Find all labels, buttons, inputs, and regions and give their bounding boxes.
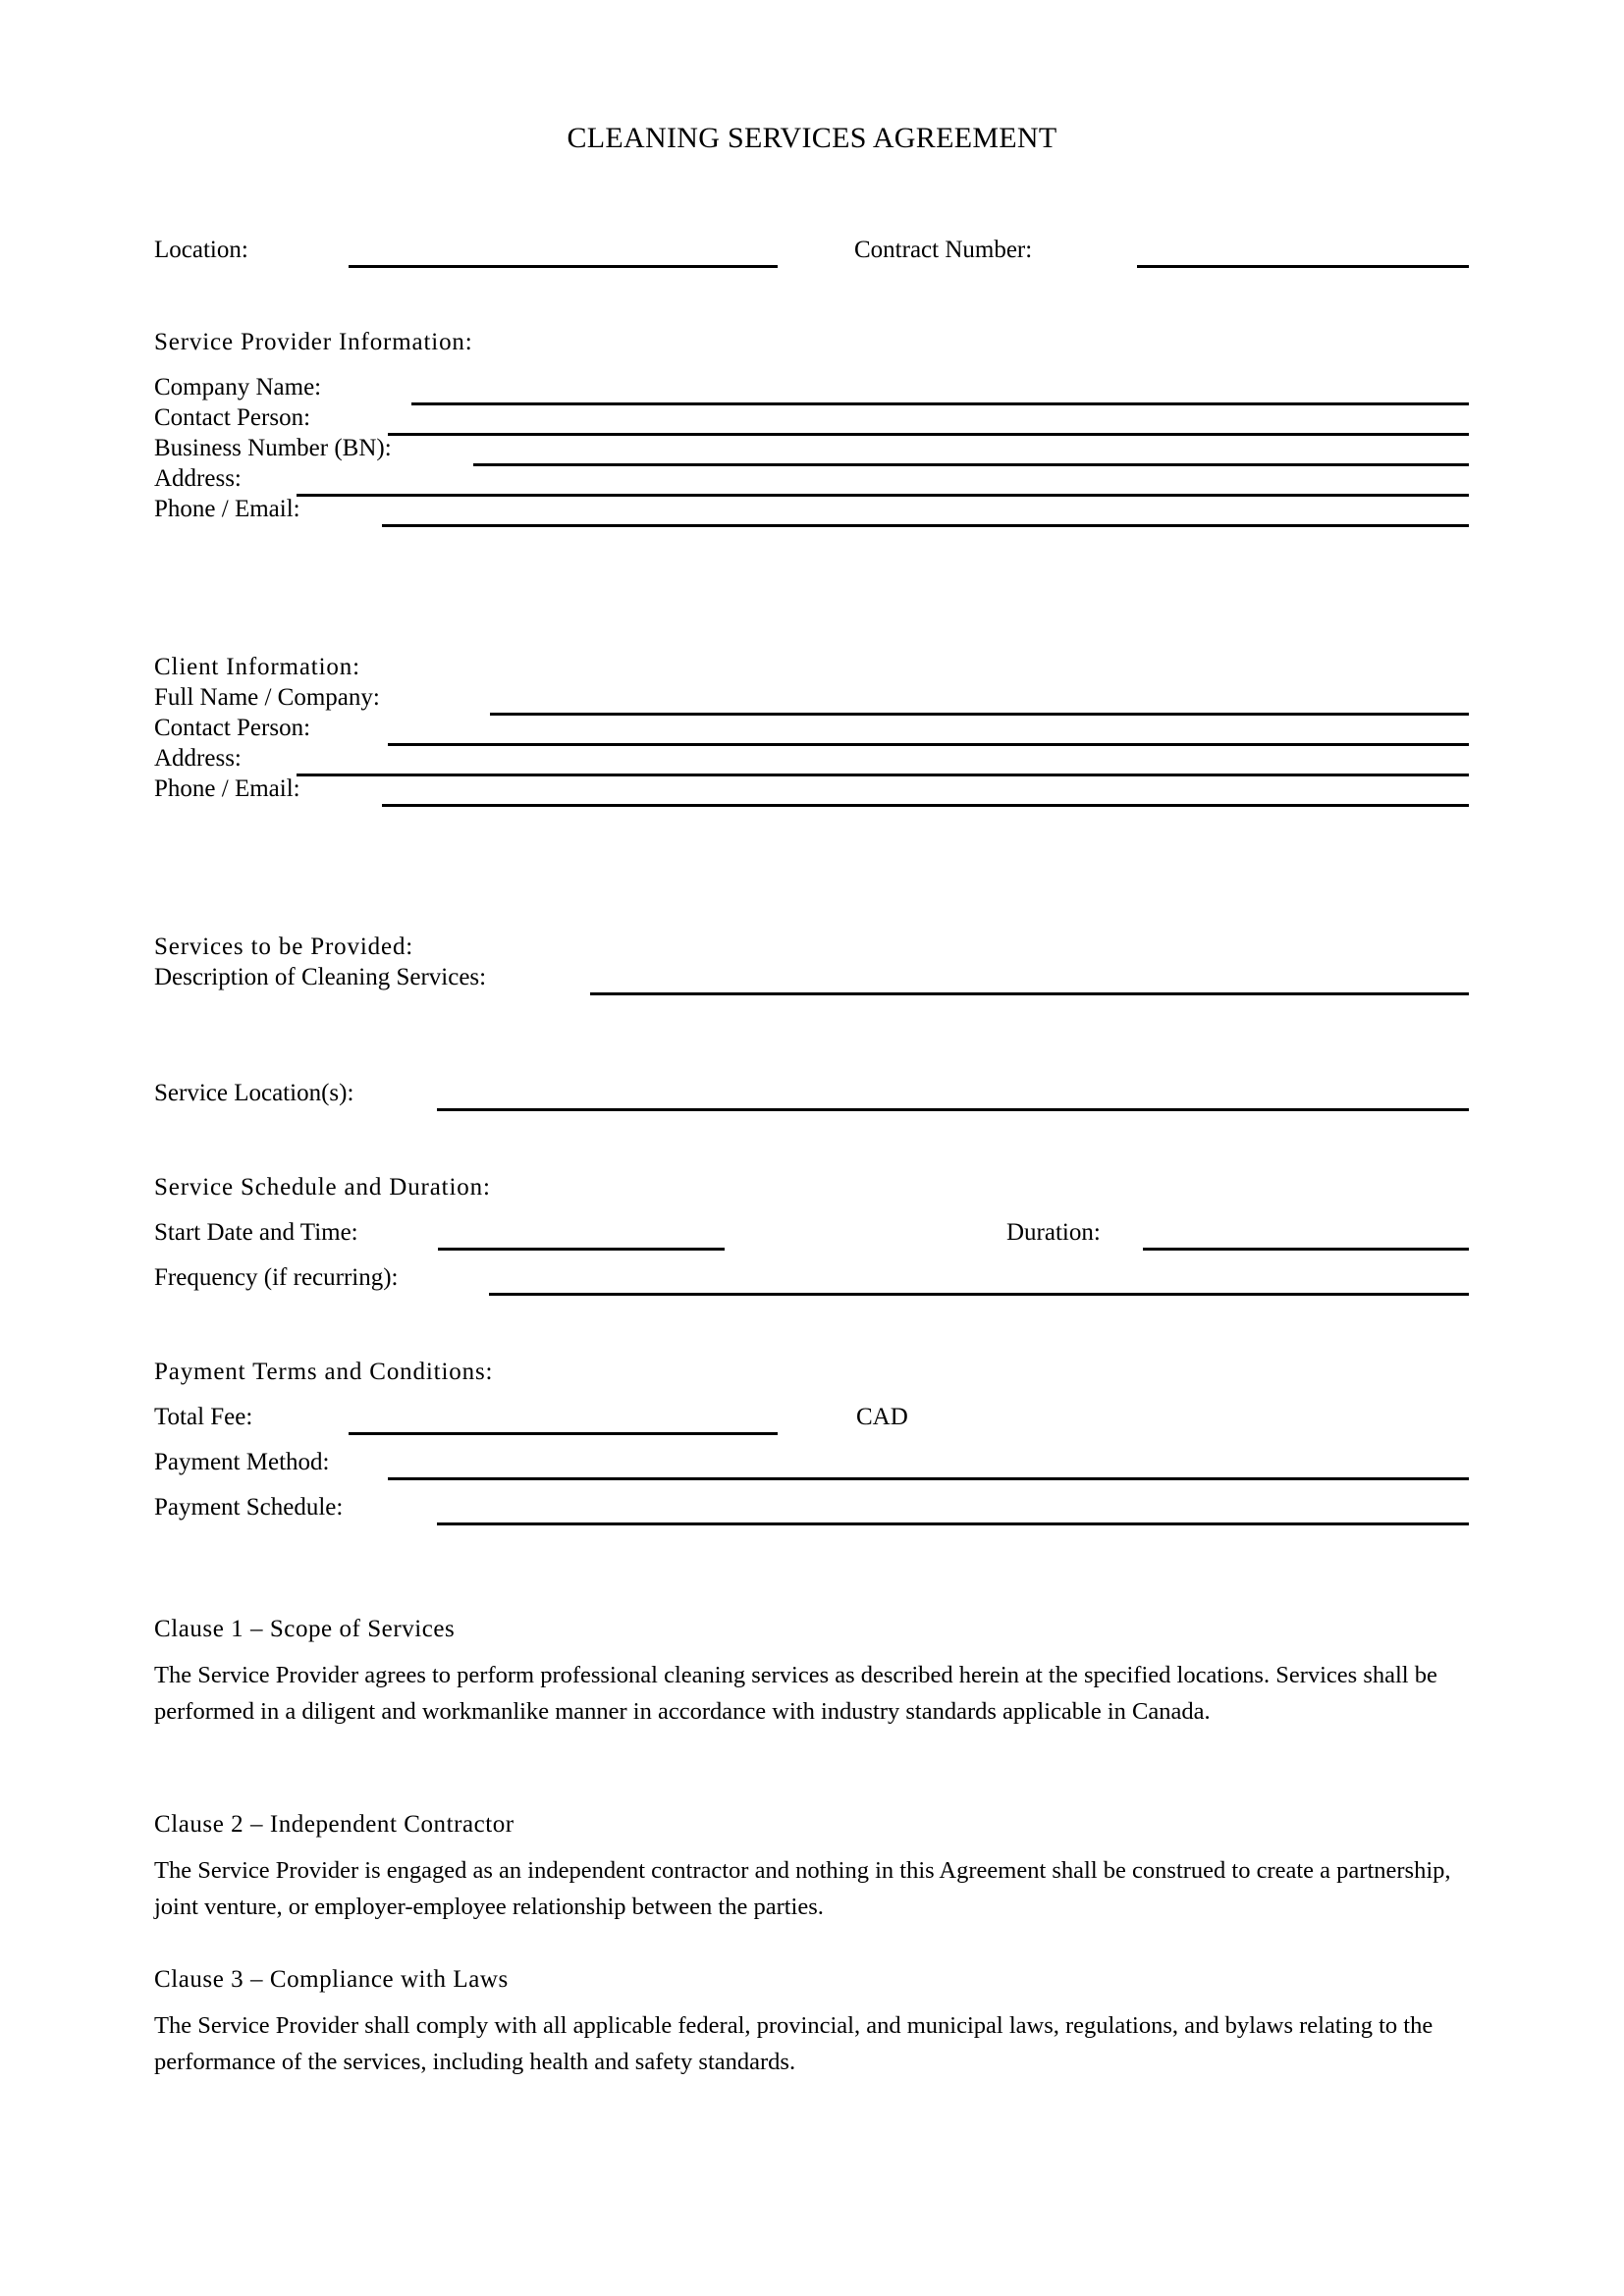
duration-input-rule[interactable]: [1143, 1248, 1469, 1251]
client-phone-email-label: Phone / Email:: [154, 775, 300, 802]
total-fee-input-rule[interactable]: [349, 1432, 778, 1435]
row-payment-schedule: [154, 1491, 1469, 1524]
provider-contact-person-label: Contact Person:: [154, 404, 311, 431]
services-description-input-rule[interactable]: [590, 992, 1469, 995]
client-phone-email-input-rule[interactable]: [382, 804, 1469, 807]
row-frequency: [154, 1261, 1469, 1295]
row-client-contact-person: [154, 712, 1469, 745]
provider-address-label: Address:: [154, 465, 242, 492]
row-provider-contact-person: [154, 401, 1469, 435]
row-total-fee: [154, 1401, 1469, 1434]
page-title: CLEANING SERVICES AGREEMENT: [567, 122, 1057, 154]
clause-2-body: The Service Provider is engaged as an independent contractor and nothing in this Agreement shall be construed to create a partnership, joint venture, or employer-employee relationship between the parties.: [154, 1857, 1451, 1920]
clause-2-heading: Clause 2 – Independent Contractor: [154, 1811, 514, 1838]
contract-number-label: Contract Number:: [854, 237, 1033, 263]
row-location-contract: [154, 234, 1469, 267]
client-full-name-label: Full Name / Company:: [154, 684, 380, 711]
provider-company-name-label: Company Name:: [154, 374, 322, 400]
payment-method-label: Payment Method:: [154, 1449, 330, 1475]
total-fee-label: Total Fee:: [154, 1404, 253, 1430]
row-client-full-name: [154, 681, 1469, 715]
row-provider-address: [154, 462, 1469, 496]
client-contact-person-label: Contact Person:: [154, 715, 311, 741]
row-provider-business-number: [154, 432, 1469, 465]
row-services-description: [154, 961, 1469, 994]
location-input-rule[interactable]: [349, 265, 778, 268]
services-heading: Services to be Provided:: [154, 934, 414, 960]
provider-phone-email-input-rule[interactable]: [382, 524, 1469, 527]
start-date-time-input-rule[interactable]: [438, 1248, 725, 1251]
row-client-phone-email: [154, 773, 1469, 806]
schedule-heading: Service Schedule and Duration:: [154, 1174, 491, 1201]
duration-label: Duration:: [1006, 1219, 1101, 1246]
row-provider-company-name: [154, 371, 1469, 404]
service-locations-label: Service Location(s):: [154, 1080, 354, 1106]
service-locations-input-rule[interactable]: [437, 1108, 1469, 1111]
contract-number-input-rule[interactable]: [1137, 265, 1469, 268]
row-payment-method: [154, 1446, 1469, 1479]
clause-3-heading: Clause 3 – Compliance with Laws: [154, 1966, 509, 1993]
payment-schedule-input-rule[interactable]: [437, 1522, 1469, 1525]
clause-3-body: The Service Provider shall comply with all applicable federal, provincial, and municipal laws, regulations, and bylaws relating to the performance of the services, including health and safety standards.: [154, 2012, 1434, 2075]
provider-phone-email-label: Phone / Email:: [154, 496, 300, 522]
client-heading: Client Information:: [154, 654, 360, 680]
row-service-locations: [154, 1077, 1469, 1110]
provider-business-number-label: Business Number (BN):: [154, 435, 392, 461]
currency-label: CAD: [856, 1404, 908, 1430]
payment-method-input-rule[interactable]: [388, 1477, 1469, 1480]
row-provider-phone-email: [154, 493, 1469, 526]
clause-1-body: The Service Provider agrees to perform professional cleaning services as described herein at the specified locations. Services shall be performed in a diligent and workmanlike manner in accordance with industry standards applicable in Canada.: [154, 1662, 1437, 1725]
start-date-time-label: Start Date and Time:: [154, 1219, 358, 1246]
services-description-label: Description of Cleaning Services:: [154, 964, 487, 990]
row-start-date-time: [154, 1216, 1469, 1250]
frequency-input-rule[interactable]: [489, 1293, 1469, 1296]
client-address-label: Address:: [154, 745, 242, 772]
payment-schedule-label: Payment Schedule:: [154, 1494, 344, 1521]
frequency-label: Frequency (if recurring):: [154, 1264, 399, 1291]
row-client-address: [154, 742, 1469, 775]
service-provider-heading: Service Provider Information:: [154, 329, 473, 355]
location-label: Location:: [154, 237, 248, 263]
clause-1-heading: Clause 1 – Scope of Services: [154, 1616, 456, 1642]
payment-heading: Payment Terms and Conditions:: [154, 1359, 494, 1385]
